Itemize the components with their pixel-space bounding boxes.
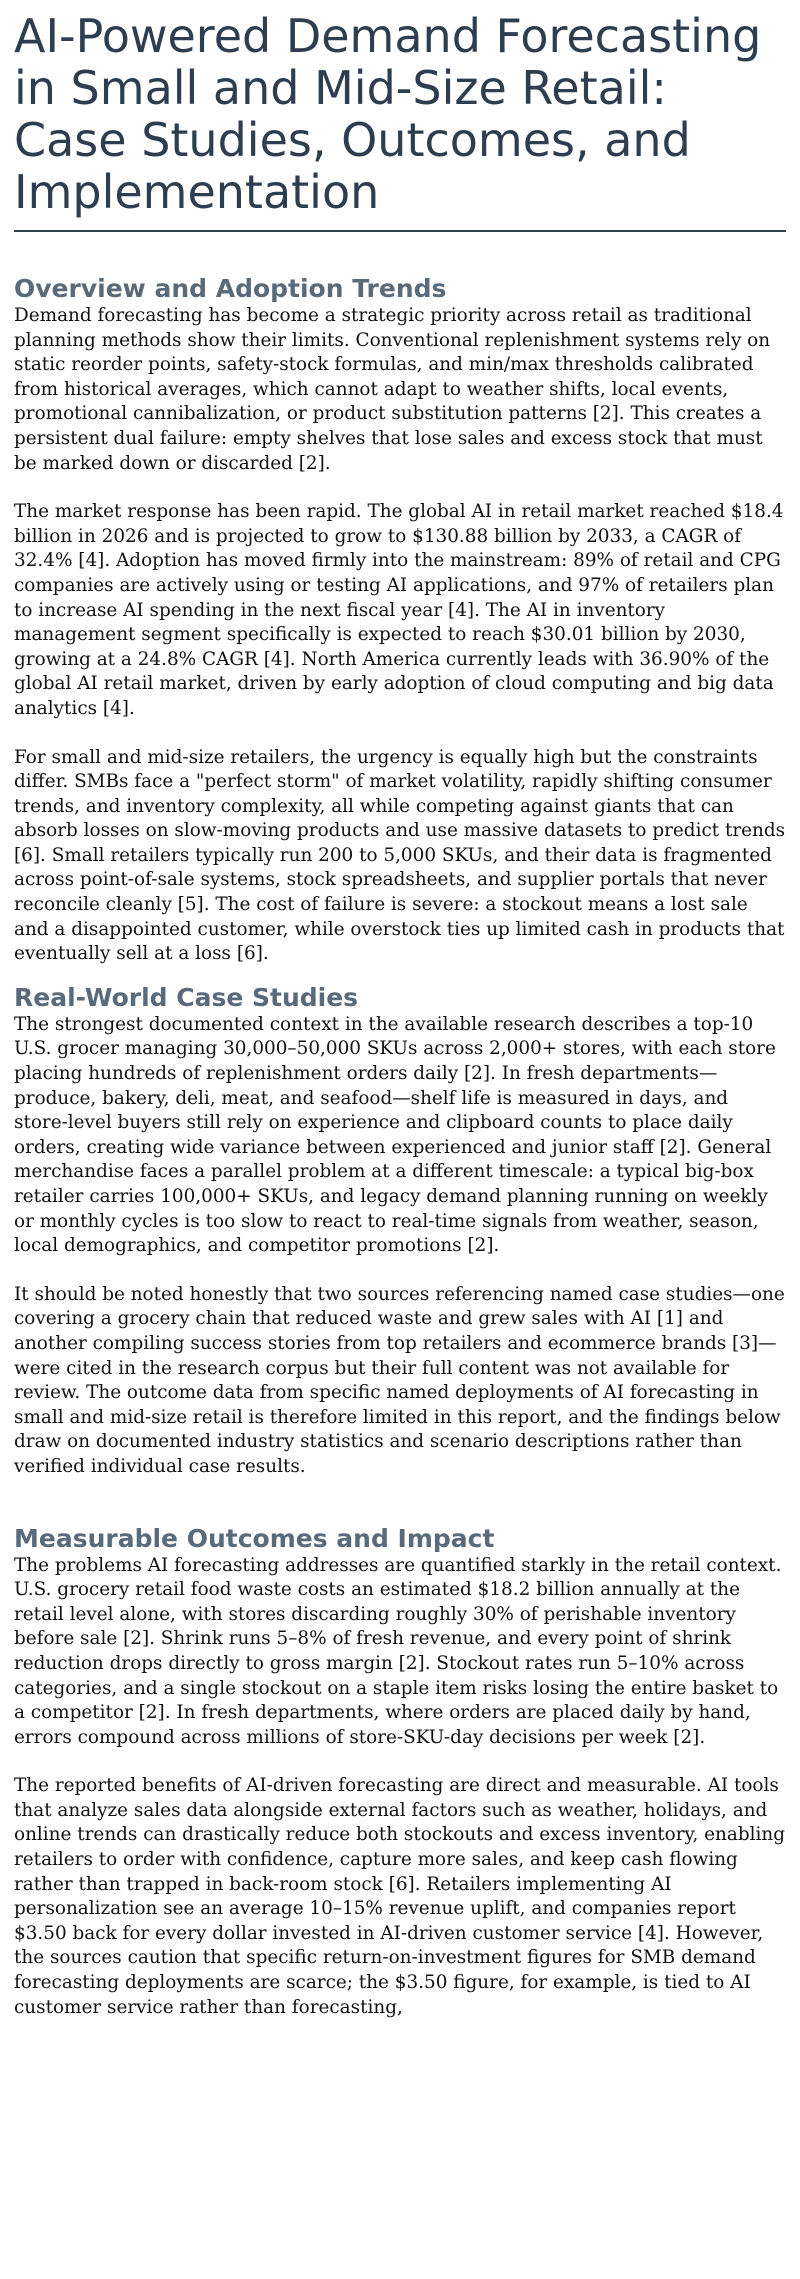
paragraph: For small and mid-size retailers, the urgency is equally high but the constraints differ. SMBs face a "perfect storm" of market volatility, rapidly shifting consumer trends, and inventory complexity, all while competing against giants that can absorb losses on slow-moving products and use massive datasets to predict trends [6]. Small retailers typically run 200 to 5,000 SKUs, and their data is fragmented across point-of-sale systems, stock spreadsheets, and supplier portals that never reconcile cleanly [5]. The cost of failure is severe: a stockout means a lost sale and a disappointed customer, while overstock ties up limited cash in products that eventually sell at a loss [6]. (14, 746, 786, 965)
section-heading: Real-World Case Studies (14, 982, 359, 1012)
document-title: AI-Powered Demand Forecasting in Small and Mid-Size Retail: Case Studies, Outcomes, and Implementation (14, 10, 786, 232)
paragraph: The strongest documented context in the available research describes a top-10 U.S. grocer managing 30,000–50,000 SKUs across 2,000+ stores, with each store placing hundreds of replenishment orders daily [2]. In fresh departments—produce, bakery, deli, meat, and seafood—shelf life is measured in days, and store-level buyers still rely on experience and clipboard counts to place daily orders, creating wide variance between experienced and junior staff [2]. General merchandise faces a parallel problem at a different timescale: a typical big-box retailer carries 100,000+ SKUs, and legacy demand planning running on weekly or monthly cycles is too slow to react to real-time signals from weather, season, local demographics, and competitor promotions [2]. (14, 1013, 776, 1257)
paragraph: The problems AI forecasting addresses are quantified starkly in the retail context. U.S. grocery retail food waste costs an estimated $18.2 billion annually at the retail level alone, with stores discarding roughly 30% of perishable inventory before sale [2]. Shrink runs 5–8% of fresh revenue, and every point of shrink reduction drops directly to gross margin [2]. Stockout rates run 5–10% across categories, and a single stockout on a staple item risks losing the entire basket to a competitor [2]. In fresh departments, where orders are placed daily by hand, errors compound across millions of store-SKU-day decisions per week [2]. (14, 1554, 782, 1748)
section-case-studies (14, 983, 786, 1480)
document-page (0, 10, 800, 2020)
section-heading: Overview and Adoption Trends (14, 274, 447, 303)
paragraph: It should be noted honestly that two sources referencing named case studies—one covering a grocery chain that reduced waste and grew sales with AI [1] and another compiling success stories from top retailers and ecommerce brands [3]—were cited in the research corpus but their full content was not available for review. The outcome data from specific named deployments of AI forecasting in small and mid-size retail is therefore limited in this report, and the findings below draw on documented industry statistics and scenario descriptions rather than verified individual case results. (14, 1283, 785, 1477)
section-outcomes (14, 1524, 786, 2021)
paragraph: The reported benefits of AI-driven forecasting are direct and measurable. AI tools that analyze sales data alongside external factors such as weather, holidays, and online trends can drastically reduce both stockouts and excess inventory, enabling retailers to order with confidence, capture more sales, and keep cash flowing rather than trapped in back-room stock [6]. Retailers implementing AI personalization see an average 10–15% revenue uplift, and companies report $3.50 back for every dollar invested in AI-driven customer service [4]. However, the sources caution that specific return-on-investment figures for SMB demand forecasting deployments are scarce; the $3.50 figure, for example, is tied to AI customer service rather than forecasting, (14, 1775, 786, 2018)
section-heading: Measurable Outcomes and Impact (14, 1523, 495, 1553)
paragraph: Demand forecasting has become a strategic priority across retail as traditional planning methods show their limits. Conventional replenishment systems rely on static reorder points, safety-stock formulas, and min/max thresholds calibrated from historical averages, which cannot adapt to weather shifts, local events, promotional cannibalization, or product substitution patterns [2]. This creates a persistent dual failure: empty shelves that lose sales and excess stock that must be marked down or discarded [2]. (14, 305, 771, 474)
paragraph: The market response has been rapid. The global AI in retail market reached $18.4 billion in 2026 and is projected to grow to $130.88 billion by 2033, a CAGR of 32.4% [4]. Adoption has moved firmly into the mainstream: 89% of retail and CPG companies are actively using or testing AI applications, and 97% of retailers plan to increase AI spending in the next fiscal year [4]. The AI in inventory management segment specifically is expected to reach $30.01 billion by 2030, growing at a 24.8% CAGR [4]. North America currently leads with 36.90% of the global AI retail market, driven by early adoption of cloud computing and big data analytics [4]. (14, 501, 784, 719)
section-overview (14, 274, 786, 967)
